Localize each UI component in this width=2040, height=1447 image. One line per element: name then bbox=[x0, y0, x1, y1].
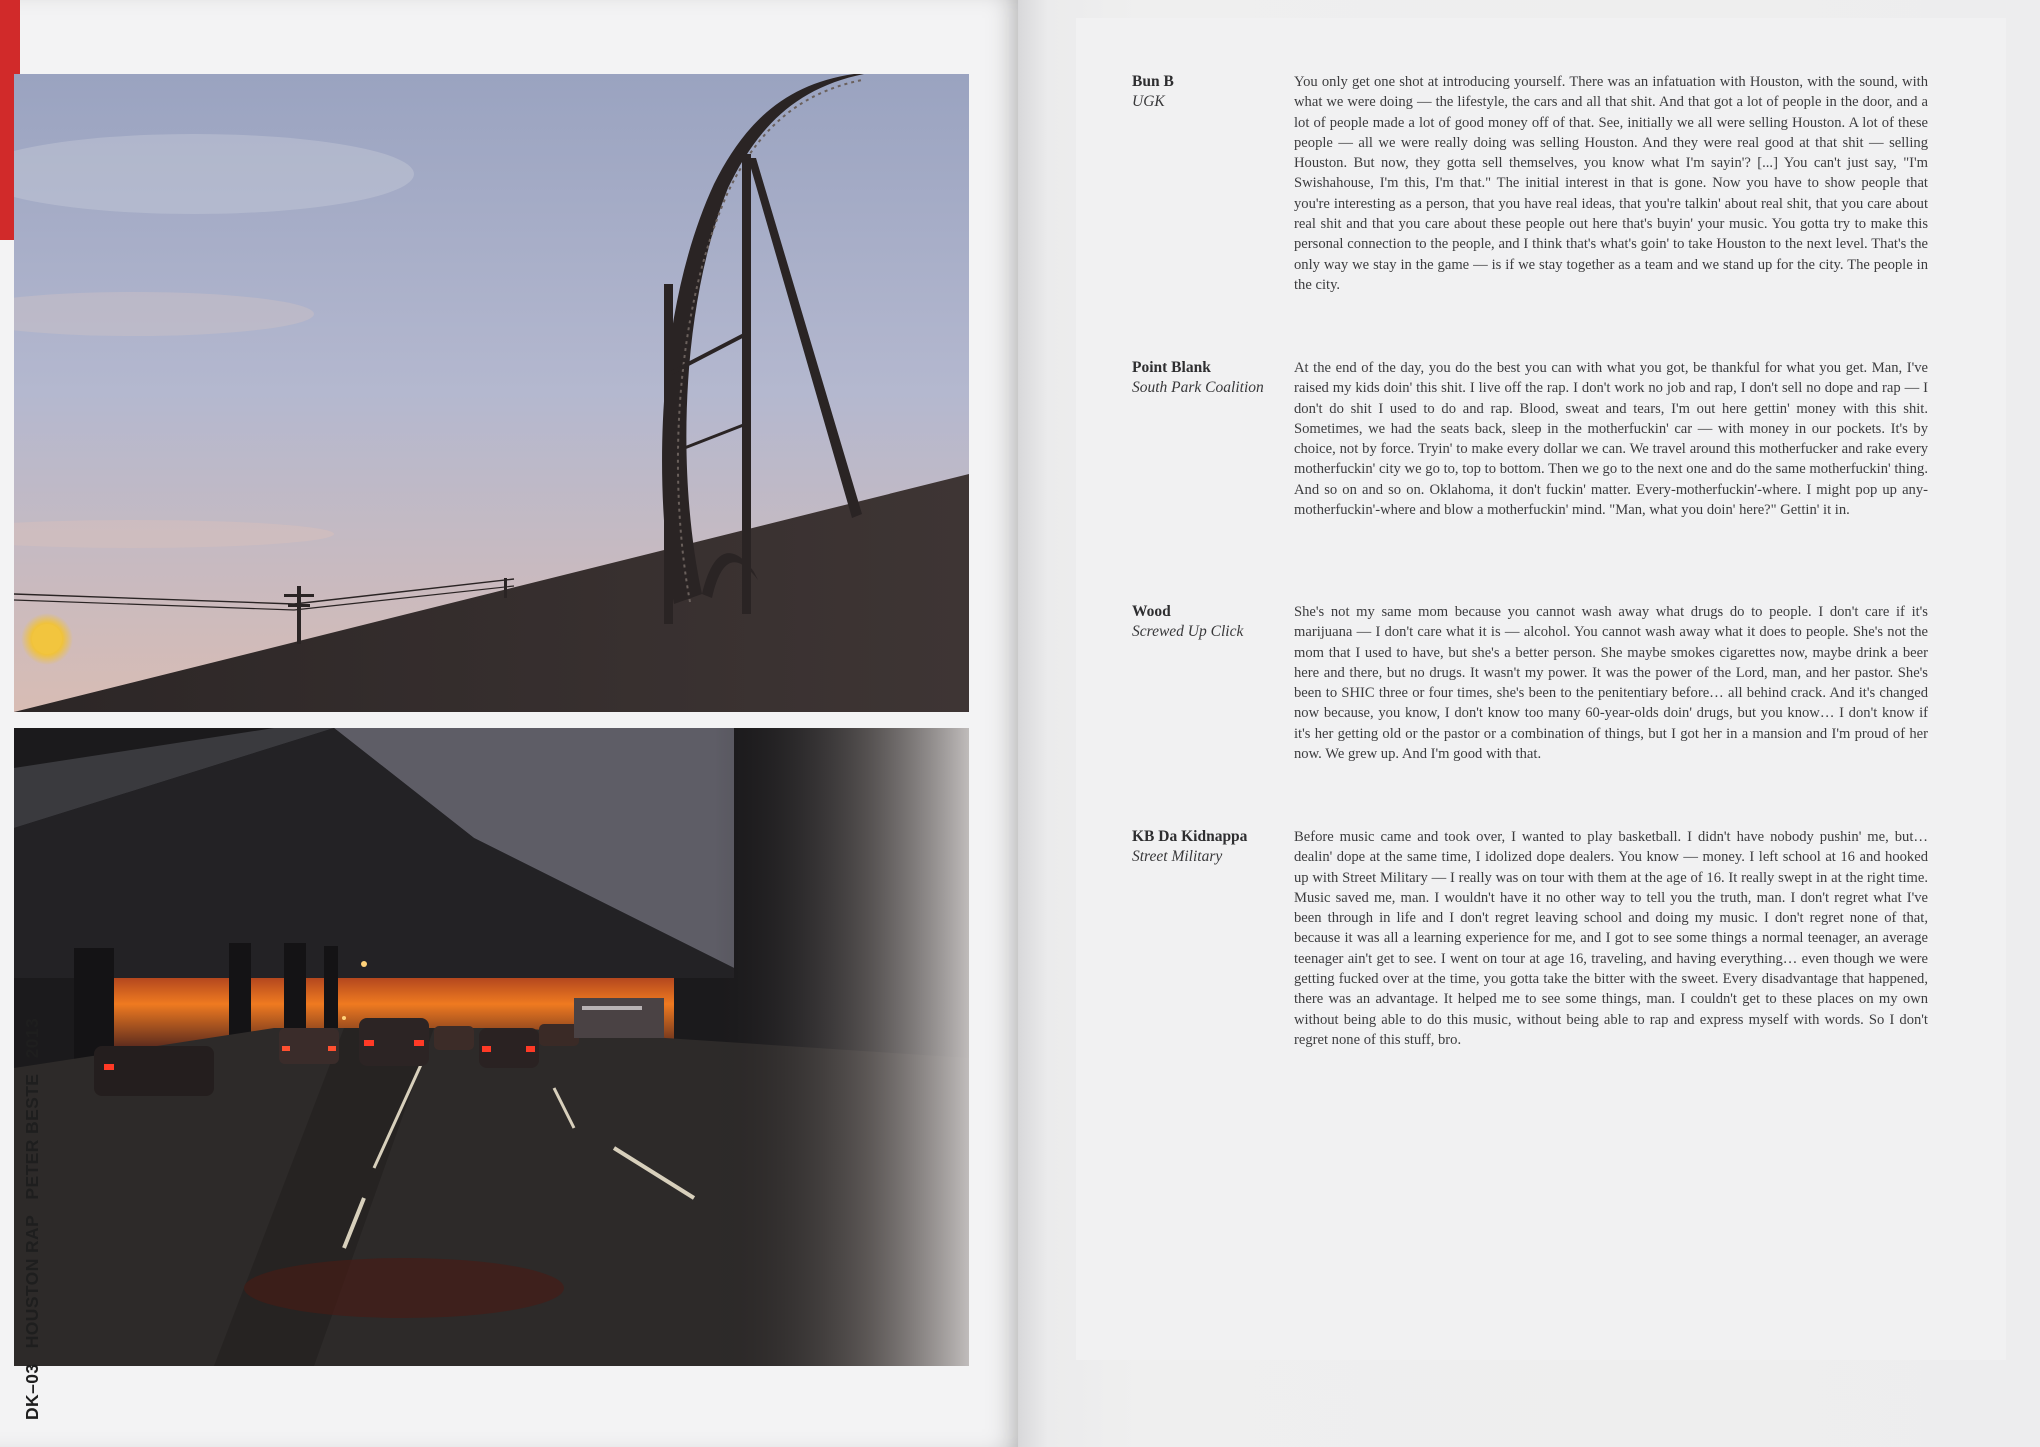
photo-roller-coaster bbox=[14, 74, 969, 712]
interview-quote: Before music came and took over, I wanted to play basketball. I didn't have nobody pushin' me, but… dealin' dope at the same time, I idolized dope dealers. You know — money. I left school at 16 and hooked up with Street Military — I really was on tour with them at the age of 16. It really swept in at the right time. Music saved me, man. I wouldn't have it no other way to tell you the truth, man. I don't regret what I've been through in life and I don't regret leaving school and doing my music. I don't regret none of that, because it was all a learning experience for me, and I got to see some things a normal teenager, an average teenager ain't get to see. I went on tour at age 16, traveling, and having everything… even though we were getting fucked over at the time, you gotta take the bitter with the sweet. Every disadvantage that happened, there was an advantage. It helped me to see some things, man. I couldn't get to these places on my own without being able to do this music, without being able to rap and express myself with words. So I don't regret none of this stuff, bro. bbox=[1294, 829, 1928, 1048]
interview-quote: At the end of the day, you do the best you can with what you got, be thankful for what you get. Man, I've raised my kids doin' this shit. I live off the rap. I don't work no job and rap, I don't sell no dope and rap — I don't do shit I used to do and rap. Blood, sweat and tears, I'm out here gettin' money with this shit. Sometimes, we had the seats back, sleep in the motherfuckin' car — with money in our pockets. It's by choice, not by force. Tryin' to make every dollar we can. We travel around this motherfucker and rake every motherfuckin' city we go to, top to bottom. Then we go to the next one and do the same motherfuckin' thing. And so on and so on. Oklahoma, it don't fuckin' matter. Every-motherfuckin'-where. I might pop up any-motherfuckin'-where and blow a motherfuckin' mind. "Man, what you doin' here?" Gettin' it in. bbox=[1294, 360, 1928, 519]
interview-quote: She's not my same mom because you cannot wash away what drugs do to people. I don't care if it's marijuana — I don't care what it is — alcohol. You cannot wash away what it does to people. She's not the mom that I used to have, but she's a better person. She maybe smokes cigarettes now, maybe drink a beer here and there, but no drugs. It wasn't my power. It was the power of the Lord, man, and her pastor. She's been to SHIC three or four times, she's been to the penitentiary before… all behind crack. And it's changed now because, you know, I don't know too many 60-year-olds doin' drugs, but you know… I don't know if it's her getting old or the pastor or a combination of things, but I got her in a mansion and I'm proud of her now. We grew up. And I'm good with that. bbox=[1294, 604, 1928, 763]
spine-year: 2013 bbox=[22, 1017, 42, 1059]
spine-author: PETER BESTE bbox=[22, 1073, 42, 1200]
spine-title: HOUSTON RAP bbox=[22, 1214, 42, 1349]
roller-coaster-photo-graphic bbox=[14, 74, 969, 712]
speaker-credit bbox=[1132, 72, 1282, 112]
speaker-name: KB Da Kidnappa bbox=[1132, 828, 1248, 845]
speaker-group: South Park Coalition bbox=[1132, 379, 1264, 396]
speaker-credit bbox=[1132, 358, 1282, 398]
left-page bbox=[0, 0, 1018, 1447]
interview-quote: You only get one shot at introducing yourself. There was an infatuation with Houston, with the sound, with what we were doing — the lifestyle, the cars and all that shit. And that got a lot of people in the door, and a lot of people made a lot of good money off of that. See, initially we all were selling Houston. A lot of these people — all we were really doing was selling Houston. And they were real good at that shit — selling Houston. But now, they gotta sell themselves, you know what I'm sayin'? [...] You can't just say, "I'm Swishahouse, I'm this, I'm that." The initial interest in that is gone. Now you have to show people that you're interesting as a person, that you have real ideas, that you're talkin' about real shit, that you care about real shit and that you care about these people out here that's buyin' your music. You gotta try to make this personal connection to the people, and I think that's what's goin' to take Houston to the next level. That's the only way we stay in the game — is if we stay together as a team and we stand up for the city. The people in the city. bbox=[1294, 74, 1928, 293]
speaker-name: Point Blank bbox=[1132, 359, 1211, 376]
speaker-credit bbox=[1132, 602, 1282, 642]
freeway-photo-graphic bbox=[14, 728, 969, 1366]
speaker-name: Wood bbox=[1132, 603, 1171, 620]
speaker-name: Bun B bbox=[1132, 73, 1174, 90]
speaker-credit bbox=[1132, 827, 1282, 867]
photo-freeway-underpass bbox=[14, 728, 969, 1366]
speaker-group: UGK bbox=[1132, 93, 1165, 110]
spine-label bbox=[22, 1008, 43, 1420]
spine-code: DK–03 bbox=[22, 1363, 42, 1420]
speaker-group: Street Military bbox=[1132, 848, 1223, 865]
speaker-group: Screwed Up Click bbox=[1132, 623, 1244, 640]
